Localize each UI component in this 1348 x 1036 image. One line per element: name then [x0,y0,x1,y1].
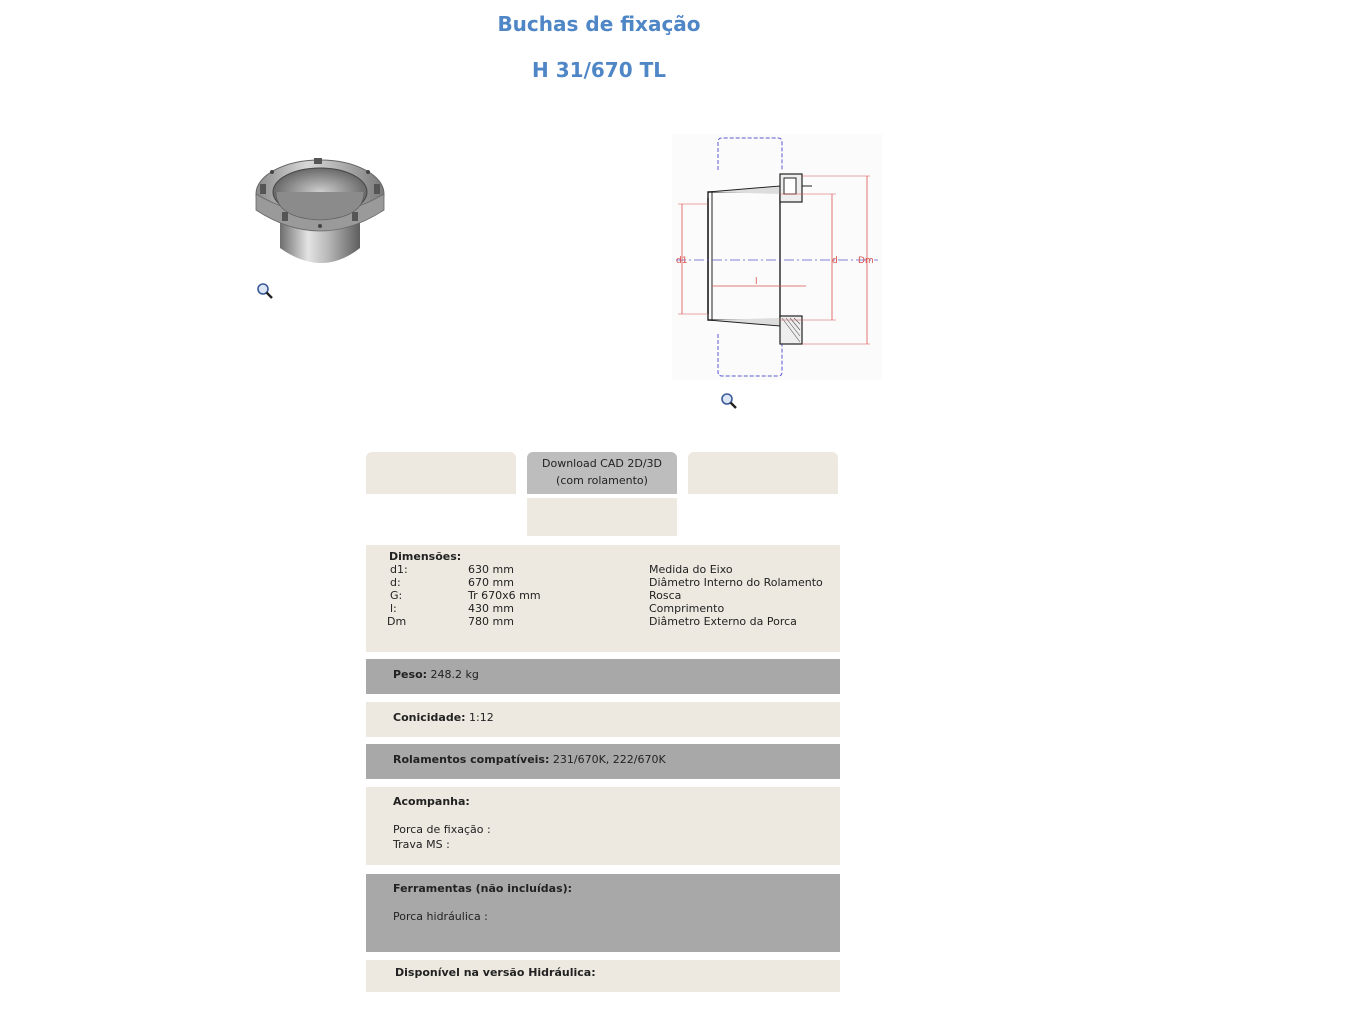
dim-symbol: d1: [390,563,408,576]
bearings-label: Rolamentos compatíveis: [393,753,550,766]
dim-symbol: l: [390,602,397,615]
taper-panel [366,702,840,737]
tools-item: Porca hidráulica : [393,910,488,923]
product-code: H 31/670 TL [532,58,666,82]
label-d1: d1 [676,256,688,266]
bearings-value: 231/670K, 222/670K [549,753,666,766]
tools-panel [366,874,840,952]
dim-symbol: d: [390,576,401,589]
tab-download-label-2: (com rolamento) [556,474,648,487]
compatible-bearings-panel [366,744,840,779]
zoom-photo-icon[interactable] [256,282,274,300]
included-item: Trava MS : [393,838,450,851]
weight-panel [366,659,840,694]
label-Dm: Dm [858,256,874,266]
taper-value: 1:12 [465,711,494,724]
dimensions-panel [366,545,840,652]
dimension-row [366,563,840,576]
dimension-row [366,602,840,615]
technical-drawing [672,134,882,380]
included-items-panel [366,787,840,865]
hydraulic-heading: Disponível na versão Hidráulica: [395,966,596,979]
tab-empty-left [366,452,516,494]
weight-value: 248.2 kg [427,668,479,681]
dim-value: 670 mm [468,576,514,589]
dim-value: Tr 670x6 mm [468,589,541,602]
tab-download-cad[interactable] [527,452,677,494]
label-d: d [832,256,838,266]
tab-download-label-1: Download CAD 2D/3D [542,457,662,470]
dim-description: Medida do Eixo [649,563,733,576]
dim-symbol: G: [390,589,403,602]
dimension-row [366,589,840,602]
dim-description: Comprimento [649,602,725,615]
tab-download-panel [527,498,677,536]
dim-description: Diâmetro Externo da Porca [649,615,797,628]
hydraulic-version-panel [366,960,840,992]
zoom-drawing-icon[interactable] [720,392,738,410]
tools-heading: Ferramentas (não incluídas): [393,882,573,895]
dim-value: 430 mm [468,602,514,615]
tab-empty-right [688,452,838,494]
dimension-row [366,615,840,628]
dim-symbol: Dm [387,615,407,628]
included-item: Porca de fixação : [393,823,491,836]
page-title: Buchas de fixação [497,12,701,36]
label-l: l [755,277,758,287]
dim-description: Rosca [649,589,682,602]
dimensions-heading: Dimensões: [389,550,462,563]
product-photo [252,148,392,273]
weight-label: Peso: [393,668,428,681]
taper-label: Conicidade: [393,711,466,724]
dim-description: Diâmetro Interno do Rolamento [649,576,823,589]
included-heading: Acompanha: [393,795,470,808]
dim-value: 630 mm [468,563,514,576]
dimension-row [366,576,840,589]
dim-value: 780 mm [468,615,514,628]
